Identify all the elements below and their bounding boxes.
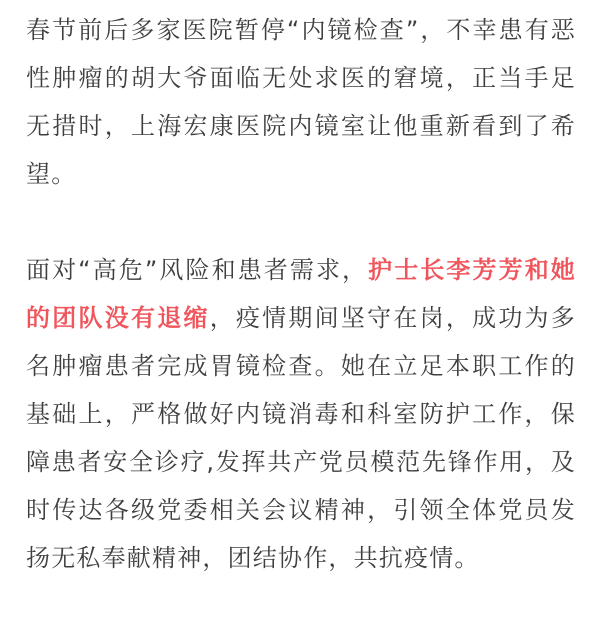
paragraph-2-body: ，疫情期间坚守在岗，成功为多名肿瘤患者完成胃镜检查。她在立足本职工作的基础上，严格做好内镜消毒和科室防护工作，保障患者安全诊疗,发挥共产党员模范先锋作用，及时传达各级党委相关会议精神，引领全体党员发扬无私奉献精神，团结协作，共抗疫情。 bbox=[26, 304, 576, 572]
paragraph-2 bbox=[26, 246, 576, 582]
paragraph-1: 春节前后多家医院暂停“内镜检查”，不幸患有恶性肿瘤的胡大爷面临无处求医的窘境，正当手足无措时，上海宏康医院内镜室让他重新看到了希望。 bbox=[26, 16, 576, 188]
paragraph-2-intro: 面对“高危”风险和患者需求， bbox=[26, 256, 369, 284]
highlighted-text: 护士长李芳芳和她的团队没有退缩 bbox=[26, 256, 576, 332]
